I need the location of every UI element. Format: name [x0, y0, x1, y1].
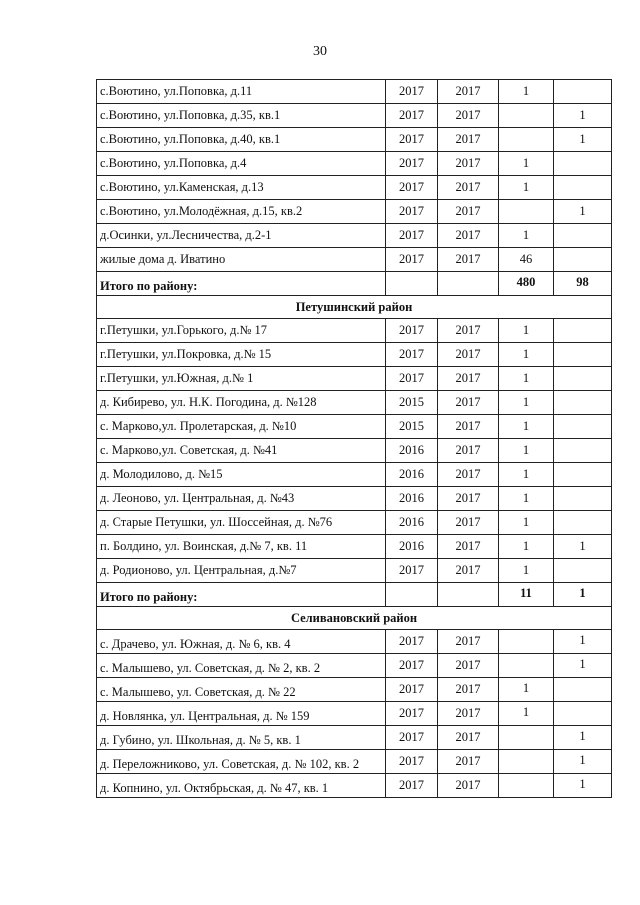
year-end-cell: 2017 — [438, 343, 499, 367]
count-b-cell: 1 — [554, 535, 612, 559]
year-start-cell: 2017 — [386, 80, 438, 104]
count-b-cell — [554, 176, 612, 200]
count-a-cell: 1 — [499, 559, 554, 583]
table-row — [97, 726, 612, 750]
total-row — [97, 583, 612, 607]
year-end-cell: 2017 — [438, 678, 499, 702]
total-col-a: 480 — [499, 272, 554, 296]
table-body — [97, 80, 612, 798]
address-cell: д. Молодилово, д. №15 — [97, 463, 386, 487]
table-row — [97, 248, 612, 272]
year-start-cell: 2017 — [386, 654, 438, 678]
count-a-cell: 1 — [499, 702, 554, 726]
count-b-cell — [554, 678, 612, 702]
count-a-cell — [499, 654, 554, 678]
count-a-cell: 1 — [499, 319, 554, 343]
district-header-row — [97, 296, 612, 319]
count-a-cell: 1 — [499, 343, 554, 367]
year-end-cell: 2017 — [438, 535, 499, 559]
table-row — [97, 104, 612, 128]
year-start-cell: 2017 — [386, 319, 438, 343]
year-start-cell: 2017 — [386, 726, 438, 750]
table-row — [97, 535, 612, 559]
table-row — [97, 343, 612, 367]
count-b-cell — [554, 439, 612, 463]
count-b-cell: 1 — [554, 128, 612, 152]
count-b-cell: 1 — [554, 200, 612, 224]
count-a-cell: 1 — [499, 367, 554, 391]
year-start-cell: 2017 — [386, 678, 438, 702]
address-cell: д. Кибирево, ул. Н.К. Погодина, д. №128 — [97, 391, 386, 415]
address-cell: д. Переложниково, ул. Советская, д. № 102, кв. 2 — [97, 750, 386, 774]
count-a-cell — [499, 774, 554, 798]
year-end-cell: 2017 — [438, 104, 499, 128]
table-row — [97, 559, 612, 583]
count-b-cell — [554, 511, 612, 535]
address-cell: с.Воютино, ул.Поповка, д.40, кв.1 — [97, 128, 386, 152]
count-a-cell — [499, 104, 554, 128]
address-cell: г.Петушки, ул.Покровка, д.№ 15 — [97, 343, 386, 367]
table-row — [97, 415, 612, 439]
count-a-cell — [499, 726, 554, 750]
address-cell: д. Губино, ул. Школьная, д. № 5, кв. 1 — [97, 726, 386, 750]
district-name: Петушинский район — [97, 296, 612, 319]
year-start-cell: 2017 — [386, 774, 438, 798]
table-row — [97, 128, 612, 152]
address-cell: д. Старые Петушки, ул. Шоссейная, д. №76 — [97, 511, 386, 535]
total-col-b: 1 — [554, 583, 612, 607]
table-row — [97, 80, 612, 104]
count-b-cell — [554, 487, 612, 511]
year-end-cell: 2017 — [438, 511, 499, 535]
address-cell: д. Новлянка, ул. Центральная, д. № 159 — [97, 702, 386, 726]
year-start-cell: 2016 — [386, 439, 438, 463]
count-a-cell: 1 — [499, 176, 554, 200]
count-a-cell: 1 — [499, 463, 554, 487]
year-end-cell: 2017 — [438, 224, 499, 248]
total-col-a: 11 — [499, 583, 554, 607]
year-end-cell: 2017 — [438, 702, 499, 726]
year-end-cell: 2017 — [438, 391, 499, 415]
table-row — [97, 463, 612, 487]
count-a-cell — [499, 750, 554, 774]
district-header-row — [97, 607, 612, 630]
address-cell: д.Осинки, ул.Лесничества, д.2-1 — [97, 224, 386, 248]
year-start-cell: 2017 — [386, 200, 438, 224]
empty-cell — [438, 272, 499, 296]
address-cell: г.Петушки, ул.Южная, д.№ 1 — [97, 367, 386, 391]
year-start-cell: 2017 — [386, 152, 438, 176]
count-b-cell — [554, 415, 612, 439]
year-start-cell: 2017 — [386, 128, 438, 152]
count-b-cell — [554, 702, 612, 726]
total-row — [97, 272, 612, 296]
year-end-cell: 2017 — [438, 439, 499, 463]
year-end-cell: 2017 — [438, 654, 499, 678]
empty-cell — [438, 583, 499, 607]
address-cell: д. Леоново, ул. Центральная, д. №43 — [97, 487, 386, 511]
table-row — [97, 678, 612, 702]
table-row — [97, 439, 612, 463]
table-row — [97, 200, 612, 224]
total-col-b: 98 — [554, 272, 612, 296]
empty-cell — [386, 272, 438, 296]
year-start-cell: 2017 — [386, 630, 438, 654]
count-a-cell: 1 — [499, 415, 554, 439]
count-b-cell — [554, 319, 612, 343]
year-start-cell: 2016 — [386, 463, 438, 487]
count-b-cell — [554, 463, 612, 487]
address-cell: жилые дома д. Иватино — [97, 248, 386, 272]
year-start-cell: 2017 — [386, 702, 438, 726]
year-start-cell: 2017 — [386, 176, 438, 200]
address-cell: д. Копнино, ул. Октябрьская, д. № 47, кв. 1 — [97, 774, 386, 798]
table-row — [97, 224, 612, 248]
year-end-cell: 2017 — [438, 319, 499, 343]
year-end-cell: 2017 — [438, 463, 499, 487]
table-row — [97, 391, 612, 415]
count-a-cell — [499, 630, 554, 654]
year-end-cell: 2017 — [438, 248, 499, 272]
year-start-cell: 2017 — [386, 559, 438, 583]
table-row — [97, 630, 612, 654]
year-start-cell: 2017 — [386, 224, 438, 248]
count-a-cell: 1 — [499, 80, 554, 104]
count-b-cell: 1 — [554, 750, 612, 774]
year-end-cell: 2017 — [438, 128, 499, 152]
count-b-cell — [554, 224, 612, 248]
address-cell: с. Марково,ул. Советская, д. №41 — [97, 439, 386, 463]
page-number: 30 — [313, 44, 327, 59]
year-end-cell: 2017 — [438, 367, 499, 391]
year-end-cell: 2017 — [438, 630, 499, 654]
address-cell: с. Марково,ул. Пролетарская, д. №10 — [97, 415, 386, 439]
empty-cell — [386, 583, 438, 607]
address-cell: с.Воютино, ул.Поповка, д.11 — [97, 80, 386, 104]
count-b-cell: 1 — [554, 774, 612, 798]
count-b-cell — [554, 559, 612, 583]
year-start-cell: 2015 — [386, 391, 438, 415]
total-label: Итого по району: — [97, 272, 386, 296]
count-a-cell: 1 — [499, 487, 554, 511]
housing-table — [96, 79, 612, 798]
year-end-cell: 2017 — [438, 750, 499, 774]
address-cell: с. Малышево, ул. Советская, д. № 22 — [97, 678, 386, 702]
year-start-cell: 2016 — [386, 487, 438, 511]
year-start-cell: 2016 — [386, 511, 438, 535]
table-row — [97, 152, 612, 176]
table-row — [97, 511, 612, 535]
count-a-cell: 1 — [499, 439, 554, 463]
count-a-cell: 1 — [499, 535, 554, 559]
table-row — [97, 654, 612, 678]
count-b-cell — [554, 152, 612, 176]
table-row — [97, 319, 612, 343]
table-row — [97, 176, 612, 200]
district-name: Селивановский район — [97, 607, 612, 630]
count-a-cell — [499, 200, 554, 224]
year-start-cell: 2016 — [386, 535, 438, 559]
year-start-cell: 2015 — [386, 415, 438, 439]
address-cell: с. Драчево, ул. Южная, д. № 6, кв. 4 — [97, 630, 386, 654]
address-cell: г.Петушки, ул.Горького, д.№ 17 — [97, 319, 386, 343]
total-label: Итого по району: — [97, 583, 386, 607]
count-a-cell: 1 — [499, 678, 554, 702]
address-cell: с. Малышево, ул. Советская, д. № 2, кв. 2 — [97, 654, 386, 678]
table-row — [97, 702, 612, 726]
address-cell: п. Болдино, ул. Воинская, д.№ 7, кв. 11 — [97, 535, 386, 559]
count-b-cell: 1 — [554, 104, 612, 128]
count-b-cell — [554, 391, 612, 415]
table-row — [97, 774, 612, 798]
count-a-cell — [499, 128, 554, 152]
year-end-cell: 2017 — [438, 487, 499, 511]
count-b-cell — [554, 343, 612, 367]
table-row — [97, 750, 612, 774]
year-end-cell: 2017 — [438, 152, 499, 176]
count-b-cell — [554, 367, 612, 391]
count-b-cell: 1 — [554, 630, 612, 654]
count-b-cell — [554, 248, 612, 272]
count-b-cell: 1 — [554, 726, 612, 750]
year-end-cell: 2017 — [438, 176, 499, 200]
year-start-cell: 2017 — [386, 343, 438, 367]
address-cell: с.Воютино, ул.Каменская, д.13 — [97, 176, 386, 200]
year-end-cell: 2017 — [438, 726, 499, 750]
count-a-cell: 46 — [499, 248, 554, 272]
count-b-cell — [554, 80, 612, 104]
year-end-cell: 2017 — [438, 415, 499, 439]
year-start-cell: 2017 — [386, 750, 438, 774]
table-row — [97, 367, 612, 391]
count-a-cell: 1 — [499, 224, 554, 248]
count-a-cell: 1 — [499, 152, 554, 176]
year-end-cell: 2017 — [438, 559, 499, 583]
table-row — [97, 487, 612, 511]
address-cell: с.Воютино, ул.Поповка, д.4 — [97, 152, 386, 176]
year-end-cell: 2017 — [438, 200, 499, 224]
count-a-cell: 1 — [499, 511, 554, 535]
count-b-cell: 1 — [554, 654, 612, 678]
year-start-cell: 2017 — [386, 367, 438, 391]
year-end-cell: 2017 — [438, 80, 499, 104]
address-cell: д. Родионово, ул. Центральная, д.№7 — [97, 559, 386, 583]
year-start-cell: 2017 — [386, 104, 438, 128]
address-cell: с.Воютино, ул.Молодёжная, д.15, кв.2 — [97, 200, 386, 224]
count-a-cell: 1 — [499, 391, 554, 415]
year-start-cell: 2017 — [386, 248, 438, 272]
address-cell: с.Воютино, ул.Поповка, д.35, кв.1 — [97, 104, 386, 128]
year-end-cell: 2017 — [438, 774, 499, 798]
